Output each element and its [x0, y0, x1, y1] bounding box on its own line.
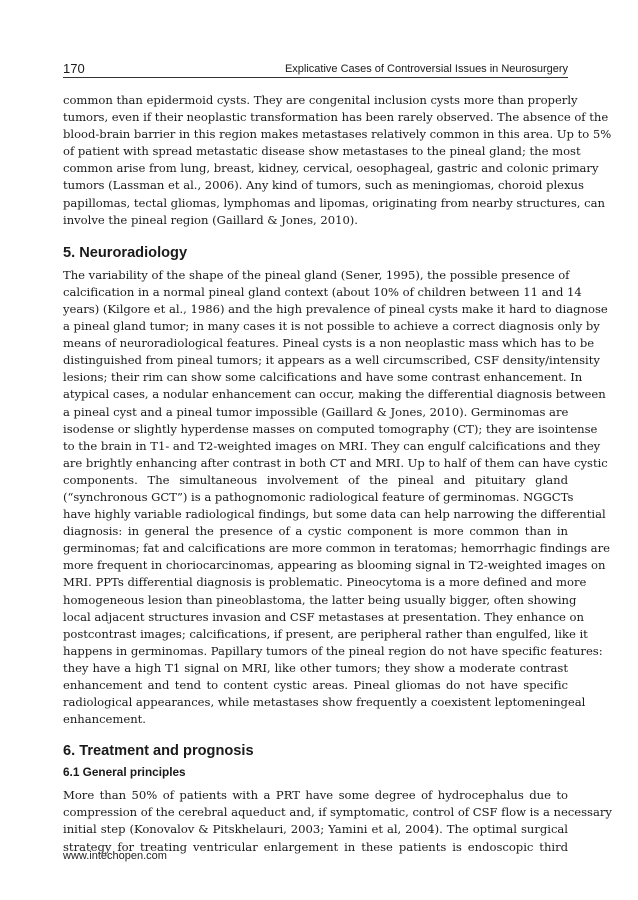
text-line: postcontrast images; calcifications, if present, are peripheral rather than engulfed, like it [63, 626, 588, 641]
section-heading-treatment: 6. Treatment and prognosis [63, 743, 254, 760]
text-line: enhancement and tend to content cystic areas. Pineal gliomas do not have specific [63, 678, 568, 692]
text-line: strategy for treating ventricular enlargement in these patients is endoscopic third [63, 839, 568, 854]
text-line: are brightly enhancing after contrast in both CT and MRI. Up to half of them can have cystic [63, 455, 608, 470]
text-line: distinguished from pineal tumors; it appears as a well circumscribed, CSF density/intensity [63, 353, 600, 368]
text-line: a pineal cyst and a pineal tumor impossible (Gaillard & Jones, 2010). Germinomas are [63, 404, 569, 419]
page-number: 170 [63, 61, 85, 76]
text-line: have highly variable radiological findings, but some data can help narrowing the differential [63, 507, 606, 522]
text-line: papillomas, tectal gliomas, lymphomas and lipomas, originating from nearby structures, can [63, 195, 605, 210]
paragraph-metastases [63, 92, 612, 229]
text-line: germinomas; fat and calcifications are more common in teratomas; hemorrhagic findings are [63, 541, 610, 556]
text-line: atypical cases, a nodular enhancement can occur, making the differential diagnosis between [63, 387, 606, 402]
text-line: lesions; their rim can show some calcifications and have some contrast enhancement. In [63, 370, 583, 385]
text-line: isodense or slightly hyperdense masses on computed tomography (CT); they are isointense [63, 421, 598, 436]
book-title: Explicative Cases of Controversial Issues in Neurosurgery [284, 63, 568, 75]
text-line: of patient with spread metastatic disease show metastases to the pineal gland; the most [63, 144, 581, 159]
text-line: More than 50% of patients with a PRT have some degree of hydrocephalus due to [63, 788, 568, 803]
text-line: radiological appearances, while metastases show frequently a coexistent leptomeningeal [63, 695, 586, 710]
text-line: homogeneous lesion than pineoblastoma, the latter being usually bigger, often showing [63, 592, 577, 607]
footer-url: www.intechopen.com [63, 850, 167, 862]
text-line: they have a high T1 signal on MRI, like other tumors; they show a moderate contrast [63, 660, 568, 675]
text-line: calcification in a normal pineal gland context (about 10% of children between 11 and 14 [63, 284, 582, 299]
text-line: more frequent in choriocarcinomas, appearing as blooming signal in T2-weighted images on [63, 558, 606, 573]
text-line: happens in germinomas. Papillary tumors of the pineal region do not have specific features: [63, 643, 603, 658]
text-line: a pineal gland tumor; in many cases it is not possible to achieve a correct diagnosis only by [63, 319, 600, 334]
text-line: compression of the cerebral aqueduct and, if symptomatic, control of CSF flow is a necessary [63, 805, 612, 820]
text-line: The variability of the shape of the pineal gland (Sener, 1995), the possible presence of [63, 267, 570, 282]
text-line: MRI. PPTs differential diagnosis is problematic. Pineocytoma is a more defined and more [63, 575, 587, 590]
header-divider [63, 77, 568, 78]
text-line: years) (Kilgore et al., 1986) and the high prevalence of pineal cysts make it hard to diagnose [63, 301, 608, 316]
text-line: common than epidermoid cysts. They are congenital inclusion cysts more than properly [63, 93, 578, 107]
text-line: involve the pineal region (Gaillard & Jones, 2010). [63, 212, 358, 227]
text-line: initial step (Konovalov & Pitskhelauri, 2003; Yamini et al, 2004). The optimal surgical [63, 822, 568, 837]
body-column [63, 92, 612, 856]
text-line: tumors (Lassman et al., 2006). Any kind of tumors, such as meningiomas, choroid plexus [63, 178, 584, 193]
paragraph-general-principles [63, 787, 612, 855]
text-line: to the brain in T1- and T2-weighted images on MRI. They can engulf calcifications and they [63, 438, 601, 453]
text-line: local adjacent structures invasion and CSF metastases at presentation. They enhance on [63, 609, 584, 624]
text-line: components. The simultaneous involvement of the pineal and pituitary gland [63, 472, 568, 487]
subsection-heading-general-principles: 6.1 General principles [63, 765, 186, 780]
text-line: (“synchronous GCT”) is a pathognomonic radiological feature of germinomas. NGGCTs [63, 489, 574, 504]
text-line: diagnosis: in general the presence of a cystic component is more common than in [63, 524, 568, 539]
paragraph-neuroradiology [63, 267, 610, 729]
running-header [63, 60, 568, 78]
section-heading-neuroradiology: 5. Neuroradiology [63, 244, 188, 261]
text-line: blood-brain barrier in this region makes metastases relatively common in this area. Up to 5% [63, 127, 612, 142]
text-line: common arise from lung, breast, kidney, cervical, oesophageal, gastric and colonic primary [63, 161, 599, 176]
text-line: tumors, even if their neoplastic transformation has been rarely observed. The absence of the [63, 110, 609, 125]
text-line: means of neuroradiological features. Pineal cysts is a non neoplastic mass which has to be [63, 336, 595, 351]
text-line: enhancement. [63, 712, 146, 727]
